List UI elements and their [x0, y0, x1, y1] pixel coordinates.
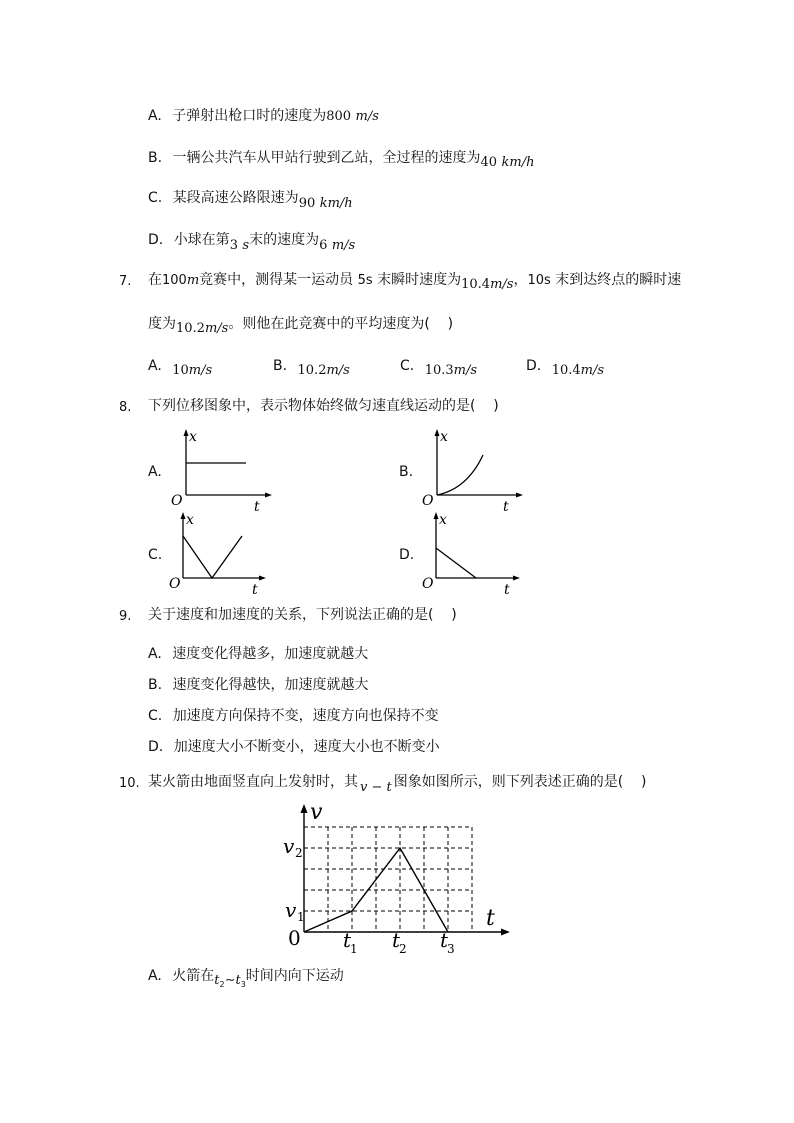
q7-number: 7.: [119, 274, 132, 289]
origin-label: O: [171, 493, 183, 509]
t3-subscript: 3: [447, 942, 455, 956]
q7-stem-line2: [148, 314, 453, 335]
option-text: 末的速度为: [249, 232, 320, 248]
origin-label: O: [169, 576, 181, 592]
option-unit: km/h: [319, 196, 353, 211]
x-axis-label: t: [254, 499, 260, 515]
option-unit: s: [242, 238, 250, 253]
x-axis-label: t: [252, 582, 258, 598]
option-letter: C.: [148, 190, 163, 206]
option-unit: m/s: [331, 238, 356, 253]
option-text: 时间内向下运动: [245, 968, 344, 984]
graph-a: [168, 425, 278, 517]
option-text: 小球在第: [173, 232, 230, 248]
q6-option-b: [148, 148, 534, 169]
option-value: 10.3: [424, 363, 454, 378]
q7-text: 在: [148, 272, 162, 288]
q7-option-d: [526, 356, 604, 377]
option-letter: B.: [148, 677, 163, 693]
v2-label: v: [283, 834, 295, 858]
option-unit: m/s: [580, 363, 605, 378]
q7-unit: m/s: [490, 277, 514, 292]
q7-stem-line1: [148, 270, 681, 291]
q9-number: 9.: [119, 609, 132, 624]
q9-option-c: [148, 706, 439, 726]
q10-text: 图象如图所示，则下列表述正确的是: [393, 774, 618, 790]
option-value: 3: [229, 238, 238, 253]
option-letter: A.: [148, 646, 162, 662]
option-unit: m/s: [453, 363, 478, 378]
q7-text: 末瞬时速度为: [377, 272, 462, 288]
q7-value: 10.2: [176, 321, 205, 336]
q7-option-a: [148, 356, 212, 377]
t2-subscript: 2: [219, 979, 225, 989]
t3-subscript: 3: [240, 979, 246, 989]
option-value: 10: [172, 363, 189, 378]
q7-option-b: [273, 356, 350, 377]
q10-vt: v − t: [360, 780, 392, 795]
q7-value: 100: [162, 273, 187, 288]
answer-parentheses: ( ): [617, 774, 647, 790]
graph-d-letter: D.: [399, 547, 415, 563]
option-value: 6: [319, 238, 328, 253]
grid: [304, 827, 472, 932]
option-letter: C.: [148, 708, 163, 724]
option-value: 40: [480, 155, 498, 170]
q7-value: 5s: [357, 273, 373, 288]
range-sep: ∼: [224, 973, 236, 988]
v1-label: v: [285, 898, 297, 922]
option-text: 加速度大小不断变小，速度大小也不断变小: [173, 739, 440, 755]
origin-label: O: [422, 576, 434, 592]
t1-label: t: [343, 928, 352, 952]
q7-text: ，: [513, 272, 528, 288]
answer-parentheses: ( ): [424, 316, 454, 332]
t2-label: t: [392, 928, 401, 952]
vt-graph: [280, 795, 520, 960]
option-letter: D.: [526, 358, 542, 374]
y-axis-label: x: [186, 512, 194, 528]
option-value: 800: [326, 109, 352, 124]
t2-subscript: 2: [399, 942, 407, 956]
graph-c-letter: C.: [148, 547, 163, 563]
q7-value: 10s: [527, 273, 551, 288]
q6-option-c: [148, 188, 353, 209]
x-axis-label: t: [504, 582, 510, 598]
q7-unit: m/s: [204, 321, 229, 336]
option-unit: m/s: [355, 109, 379, 124]
option-text: 速度变化得越快，加速度就越大: [172, 677, 369, 693]
option-text: 一辆公共汽车从甲站行驶到乙站，全过程的速度为: [172, 150, 481, 166]
origin-label: 0: [288, 926, 301, 950]
option-letter: A.: [148, 968, 162, 984]
y-axis-label: x: [189, 429, 197, 445]
y-axis-label: x: [440, 429, 448, 445]
t3-label: t: [440, 928, 449, 952]
q7-text: 。则他在此竞赛中的平均速度为: [228, 316, 425, 332]
option-letter: B.: [273, 358, 288, 374]
t3-symbol: t: [235, 973, 241, 988]
q10-stem: [148, 772, 646, 793]
y-axis-label: x: [439, 512, 447, 528]
q9-stem: [148, 605, 457, 625]
q7-text: 竞赛中，测得某一运动员: [199, 272, 354, 288]
option-value: 90: [298, 196, 316, 211]
option-text: 速度变化得越多，加速度就越大: [172, 646, 369, 662]
v2-subscript: 2: [295, 846, 303, 860]
option-letter: C.: [400, 358, 415, 374]
option-text: 某段高速公路限速为: [172, 190, 299, 206]
q7-text: 末到达终点的瞬时速: [555, 272, 682, 288]
graph-d: [420, 508, 530, 600]
option-letter: A.: [148, 358, 162, 374]
t2-symbol: t: [214, 973, 220, 988]
option-value: 10.4: [551, 363, 581, 378]
option-text: 火箭在: [172, 968, 215, 984]
q7-text: 度为: [148, 316, 176, 332]
option-text: 加速度方向保持不变，速度方向也保持不变: [172, 708, 439, 724]
q7-option-c: [400, 356, 477, 377]
graph-c: [166, 508, 276, 600]
q8-text: 下列位移图象中，表示物体始终做匀速直线运动的是: [148, 398, 470, 414]
v1-subscript: 1: [297, 910, 305, 924]
option-letter: A.: [148, 108, 162, 124]
origin-label: O: [422, 493, 434, 509]
q8-number: 8.: [119, 400, 132, 415]
option-text: 子弹射出枪口时的速度为: [172, 108, 327, 124]
option-letter: B.: [148, 150, 163, 166]
graph-b: [419, 425, 529, 517]
option-unit: m/s: [188, 363, 213, 378]
t1-subscript: 1: [350, 942, 358, 956]
x-axis-label: t: [486, 906, 495, 931]
q6-option-a: [148, 106, 379, 127]
option-unit: km/h: [501, 155, 535, 170]
q10-text: 某火箭由地面竖直向上发射时，其: [148, 774, 358, 790]
q6-option-d: [148, 230, 355, 251]
q9-option-a: [148, 644, 368, 664]
q9-option-b: [148, 675, 369, 695]
q9-option-d: [148, 737, 440, 757]
q10-number: 10.: [119, 776, 140, 791]
x-axis-label: t: [503, 499, 509, 515]
q7-value: 10.4: [461, 277, 491, 292]
option-unit: m/s: [326, 363, 350, 378]
q10-option-a: [148, 966, 344, 992]
option-letter: D.: [148, 739, 164, 755]
q7-unit: m: [186, 273, 200, 288]
graph-b-letter: B.: [399, 464, 414, 480]
option-value: 10.2: [297, 363, 327, 378]
answer-parentheses: ( ): [470, 398, 499, 414]
graph-a-letter: A.: [148, 464, 162, 480]
answer-parentheses: ( ): [428, 607, 457, 623]
option-letter: D.: [148, 232, 164, 248]
q8-stem: [148, 396, 499, 416]
q9-text: 关于速度和加速度的关系，下列说法正确的是: [148, 607, 428, 623]
y-axis-label: v: [310, 800, 323, 825]
